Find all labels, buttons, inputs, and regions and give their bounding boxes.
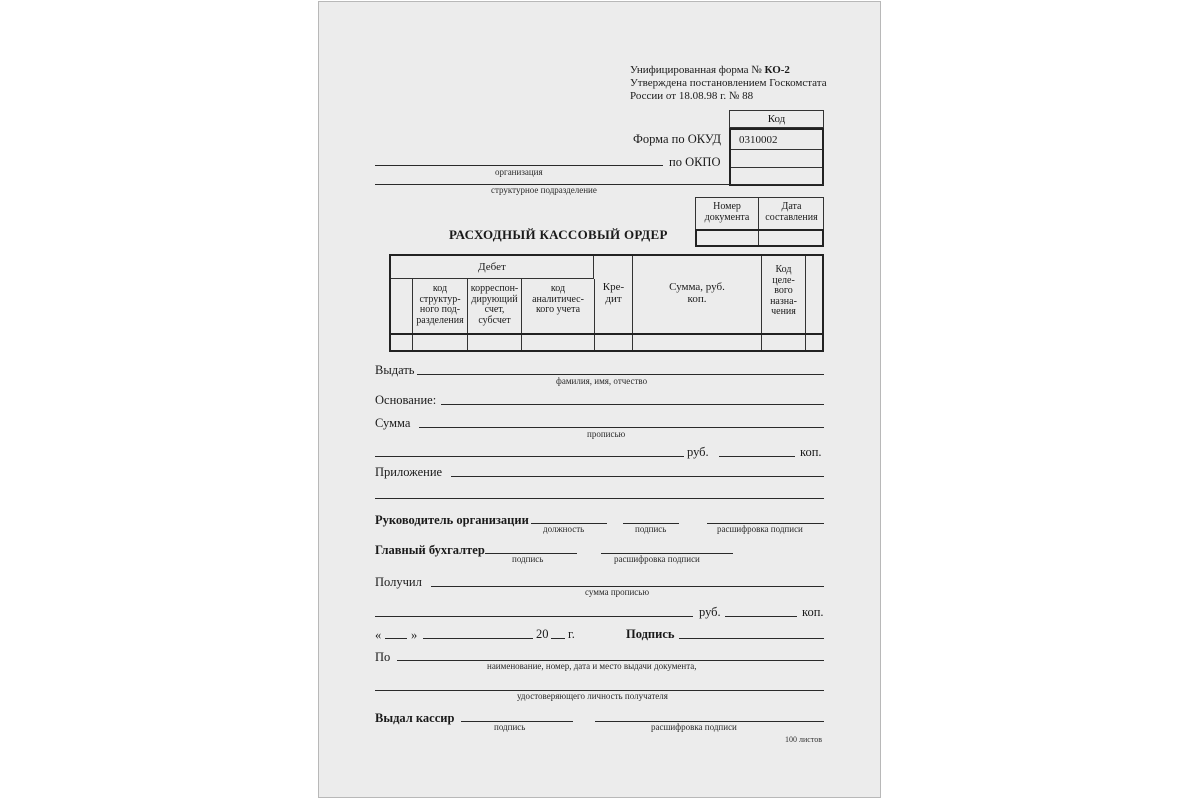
okud-cell (731, 130, 822, 150)
received-kop-label: коп. (802, 605, 824, 619)
cell-subdivision-code[interactable] (413, 335, 468, 350)
by-caption-1: наименование, номер, дата и место выдачи документа, (487, 661, 697, 671)
chief-accountant-label: Главный бухгалтер (375, 543, 485, 557)
organization-caption: организация (495, 167, 543, 177)
okpo-label: по ОКПО (669, 155, 721, 169)
head-position-caption: должность (543, 524, 585, 534)
year-prefix: 20 (536, 627, 549, 641)
sum-kop-label: коп. (800, 445, 822, 459)
sheets-count: 100 листов (785, 735, 822, 744)
sum-label: Сумма (375, 416, 411, 430)
code-title: Код (767, 113, 786, 125)
accounting-table (389, 254, 824, 352)
issue-caption: фамилия, имя, отчество (556, 376, 648, 386)
organization-line (375, 165, 663, 166)
cell-amount[interactable] (633, 335, 762, 350)
purpose-header (762, 256, 806, 334)
amount-header (633, 256, 762, 334)
issue-line[interactable] (417, 374, 824, 375)
form-sheet (318, 1, 881, 798)
issue-label: Выдать (375, 363, 415, 377)
signature-line[interactable] (679, 638, 824, 639)
sum-kop-line[interactable] (719, 456, 795, 457)
attachment-line-2[interactable] (375, 498, 824, 499)
amount-label: Сумма, руб. коп. (669, 281, 725, 305)
subdivision-line (375, 184, 824, 185)
cell-credit[interactable] (595, 335, 633, 350)
credit-header (595, 256, 633, 334)
okpo-cell (731, 150, 822, 168)
date-close-quote: » (411, 628, 418, 642)
received-caption: сумма прописью (585, 587, 650, 597)
signature-label: Подпись (626, 627, 675, 641)
debit-header (391, 256, 594, 279)
date-day-line[interactable] (385, 638, 407, 639)
received-label: Получил (375, 575, 422, 589)
attachment-label: Приложение (375, 465, 443, 479)
doc-number-date-header (695, 197, 824, 230)
doc-date-label: Дата составления (765, 201, 818, 223)
cell-corr-account[interactable] (468, 335, 522, 350)
debit-col2-header (468, 279, 522, 334)
year-suffix: г. (568, 627, 575, 641)
by-label: По (375, 650, 391, 664)
received-kop-line[interactable] (725, 616, 797, 617)
debit-label: Дебет (478, 261, 506, 273)
date-month-line[interactable] (423, 638, 533, 639)
cell-purpose-code[interactable] (762, 335, 806, 350)
okud-label: Форма по ОКУД (633, 132, 721, 146)
document-title: РАСХОДНЫЙ КАССОВЫЙ ОРДЕР (449, 227, 668, 242)
debit-col3-header (522, 279, 595, 334)
doc-number-label: Номер документа (704, 201, 750, 223)
col-corr-account: корреспон-дирующий счет, субсчет (470, 283, 519, 326)
table-data-row (391, 333, 822, 350)
okud-value: 0310002 (739, 134, 778, 146)
credit-label: Кре-дит (602, 281, 625, 305)
col-analytic-code: код аналитичес-кого учета (532, 283, 584, 315)
purpose-code-label: Код целе-вого назна-чения (770, 264, 797, 317)
cashier-sign-caption: подпись (494, 722, 526, 732)
code-box (729, 128, 824, 186)
attachment-line[interactable] (451, 476, 824, 477)
doc-number-date-values (695, 229, 824, 247)
doc-number-value-cell[interactable] (697, 231, 759, 245)
col-subdivision-code: код структур-ного под-разделения (416, 283, 464, 326)
head-label: Руководитель организации (375, 513, 529, 527)
by-caption-2: удостоверяющего личность получателя (517, 691, 668, 701)
cell-analytic-code[interactable] (522, 335, 595, 350)
head-sign-caption: подпись (635, 524, 667, 534)
cashier-label: Выдал кассир (375, 711, 455, 725)
sum-rub-line[interactable] (375, 456, 684, 457)
subdivision-caption: структурное подразделение (491, 185, 597, 195)
received-rub-line[interactable] (375, 616, 693, 617)
form-header-line3: России от 18.08.98 г. № 88 (630, 90, 754, 102)
received-rub-label: руб. (699, 605, 721, 619)
sum-rub-label: руб. (687, 445, 709, 459)
debit-col1-header (413, 279, 468, 334)
cashier-decode-caption: расшифровка подписи (651, 722, 737, 732)
date-year-line[interactable] (551, 638, 565, 639)
doc-number-header-cell (696, 198, 759, 229)
date-open-quote: « (375, 628, 382, 642)
head-decode-caption: расшифровка подписи (717, 524, 803, 534)
code-title-cell (729, 110, 824, 128)
chief-sign-caption: подпись (512, 554, 544, 564)
cell-blank[interactable] (391, 335, 413, 350)
sum-words-line[interactable] (419, 427, 824, 428)
form-header-line1: Унифицированная форма № КО-2 (630, 64, 790, 76)
sum-caption: прописью (587, 429, 626, 439)
chief-decode-caption: расшифровка подписи (614, 554, 700, 564)
debit-blank-col (391, 279, 413, 334)
basis-line[interactable] (441, 404, 824, 405)
form-header-line2: Утверждена постановлением Госкомстата (630, 77, 827, 89)
basis-label: Основание: (375, 393, 437, 407)
